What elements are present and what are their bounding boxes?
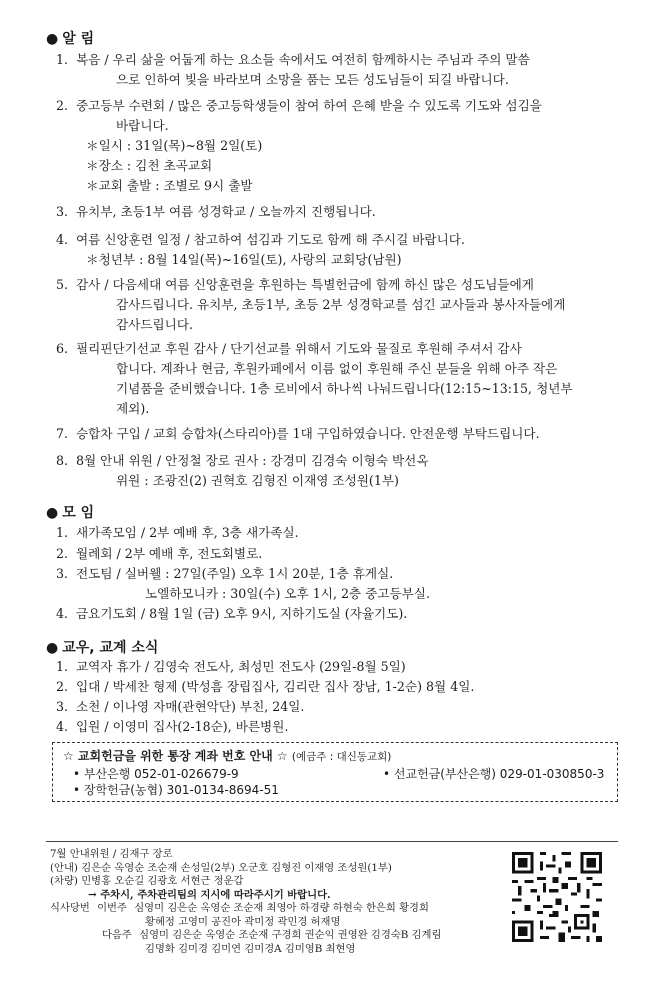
notice-item-8: 8. 8월 안내 위원 / 안정철 장로 권사 : 강경미 김경숙 이형숙 박선옥 위원 : 조광진(2) 권혁호 김형진 이재영 조성원(1부) xyxy=(56,453,429,488)
footer-parking-note: → 주차시, 주차관리팀의 지시에 따라주시기 바랍니다. xyxy=(88,888,331,901)
black-circle-icon: ● xyxy=(46,31,59,47)
meeting-item-1: 1. 새가족모임 / 2부 예배 후, 3층 새가족실. xyxy=(56,525,299,540)
notice-item-4: 4. 여름 신앙훈련 일정 / 참고하여 섬김과 기도로 함께 해 주시길 바랍니다. ＊청년부 : 8월 14일(목)~16일(토), 사랑의 교회당(남원) xyxy=(56,232,465,267)
news-item-3: 3. 소천 / 이나영 자매(관현악단) 부친, 24일. xyxy=(56,699,305,714)
meeting-item-4: 4. 금요기도회 / 8월 1일 (금) 오후 9시, 지하기도실 (자율기도). xyxy=(56,606,408,621)
divider xyxy=(46,841,618,842)
meeting-item-3-line2: 노엘하모니카 : 30일(수) 오후 1시, 2층 중고등부실. xyxy=(145,586,430,601)
black-circle-icon: ● xyxy=(46,640,59,656)
bank-accounts-box xyxy=(52,742,618,802)
news-item-4: 4. 입원 / 이영미 집사(2-18순), 바른병원. xyxy=(56,719,289,734)
footer-meal-next-week: 다음주 심영미 김은순 옥영순 조순재 구경희 권순익 권영완 김경숙B 김계림 xyxy=(102,929,442,941)
accounts-title: ☆ 교회헌금을 위한 통장 계좌 번호 안내 ☆ (예금주 : 대신동교회) xyxy=(63,749,392,763)
notice-item-1: 1. 복음 / 우리 삶을 어둡게 하는 요소들 속에서도 여전히 함께하시는 주님과 주의 말씀 으로 인하여 빛을 바라보며 소망을 품는 모든 성도님들이 되길 바랍니다. xyxy=(56,52,530,87)
account-busan: • 부산은행 052-01-026679-9 xyxy=(73,767,239,781)
news-item-2: 2. 입대 / 박세찬 형제 (박성흠 장립집사, 김리란 집사 장남, 1-2순) 8월 4일. xyxy=(56,679,475,694)
footer-info: 7월 안내위원 / 김재구 장로 (안내) 김은순 옥영순 조순재 손성일(2부) 오군호 김형진 이재영 조성원(1부) (차량) 민병홍 오순길 김광호 서현근 정운갑 → 주차시, 주차관리팀의 지시에 따라주시기 바랍니다. 식사당번 이번주 심영미 김은순 옥영순 조순재 최영아 하경량 하현숙 한은희 황경희 황혜정 고영미 공진아 곽미정 곽민경 허재명 다음주 심영미 김은순 옥영순 조순재 구경희 권순익 권영완 김경숙B 김계림 김명화 김미경 김미연 김미경A 김미영B 최현영 xyxy=(50,848,510,956)
footer-guide-members: (안내) 김은순 옥영순 조순재 손성일(2부) 오군호 김형진 이재영 조성원(1부) xyxy=(50,861,392,874)
footer-guide-title: 7월 안내위원 / 김재구 장로 xyxy=(50,848,173,860)
accounts-holder-note: (예금주 : 대신동교회) xyxy=(291,751,392,763)
footer-meal-this-week: 식사당번 이번주 심영미 김은순 옥영순 조순재 최영아 하경량 하현숙 한은희 황경희 xyxy=(50,902,429,914)
qr-code-icon xyxy=(512,852,602,942)
notice-item-5: 5. 감사 / 다음세대 여름 신앙훈련을 후원하는 특별헌금에 함께 하신 많은 성도님들에게 감사드립니다. 유치부, 초등1부, 초등 2부 성경학교를 섬긴 교사들과 봉사자들에게 감사드립니다. xyxy=(56,277,566,332)
footer-vehicle: (차량) 민병홍 오순길 김광호 서현근 정운갑 xyxy=(50,875,244,887)
notice-item-7: 7. 승합차 구입 / 교회 승합차(스타리아)를 1대 구입하였습니다. 안전운행 부탁드립니다. xyxy=(56,426,540,441)
black-circle-icon: ● xyxy=(46,505,59,521)
meeting-item-3: 3. 전도팀 / 실버웰 : 27일(주일) 오후 1시 20분, 1층 휴게실. xyxy=(56,566,394,581)
notice-item-6: 6. 필리핀단기선교 후원 감사 / 단기선교를 위해서 기도와 물질로 후원해 주셔서 감사 합니다. 계좌나 현금, 후원카페에서 이름 없이 후원해 주신 분들을 위해 아주 작은 기념품을 준비했습니다. 1층 로비에서 하나씩 나눠드립니다(12:15~13:15, 청년부 제외). xyxy=(56,341,573,416)
account-scholarship: • 장학헌금(농협) 301-0134-8694-51 xyxy=(73,783,279,797)
notice-item-2: 2. 중고등부 수련회 / 많은 중고등학생들이 참여 하여 은혜 받을 수 있도록 기도와 섬김을 바랍니다. ＊일시 : 31일(목)~8월 2일(토) ＊장소 : 김천 초곡교회 ＊교회 출발 : 조별로 9시 출발 xyxy=(56,98,542,193)
news-section-title: ● 교우, 교계 소식 xyxy=(46,640,159,656)
meeting-item-2: 2. 월례회 / 2부 예배 후, 전도회별로. xyxy=(56,546,263,561)
meeting-section-title: ● 모 임 xyxy=(46,505,95,521)
notice-item-3: 3. 유치부, 초등1부 여름 성경학교 / 오늘까지 진행됩니다. xyxy=(56,204,376,219)
news-item-1: 1. 교역자 휴가 / 김영숙 전도사, 최성민 전도사 (29일-8월 5일) xyxy=(56,659,406,674)
notice-section-title: ● 알 림 xyxy=(46,31,95,47)
account-mission: • 선교헌금(부산은행) 029-01-030850-3 xyxy=(383,767,605,781)
